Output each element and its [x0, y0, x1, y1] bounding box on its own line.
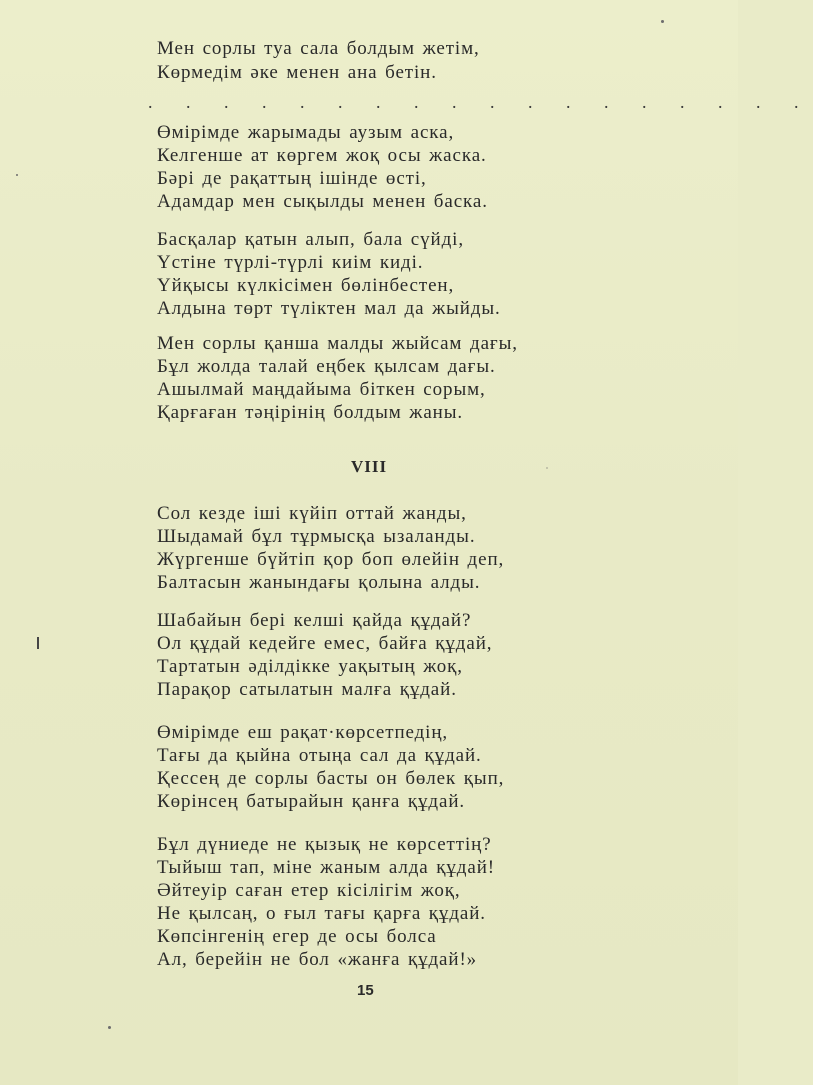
dust-speck [108, 1026, 111, 1029]
dust-speck [661, 20, 664, 23]
section-heading: VIII [351, 457, 388, 476]
verse-line: Ашылмай маңдайыма біткен сорым, [157, 379, 486, 400]
verse-line: Ол құдай кедейге емес, байға құдай, [157, 633, 493, 654]
dust-speck [16, 174, 18, 176]
verse-line: Өмірімде жарымады аузым аска, [157, 122, 455, 143]
verse-line: Ал, берейін не бол «жанға құдай!» [157, 949, 478, 970]
verse-line: Тартатын әділдікке уақытың жоқ, [157, 656, 463, 677]
verse-line: Келгенше ат көргем жоқ осы жаска. [157, 145, 487, 166]
verse-line: Көрмедім әке менен ана бетін. [157, 62, 437, 83]
ellipsis-separator: . . . . . . . . . . . . . . . . . . [148, 92, 813, 112]
verse-line: Не қылсаң, о ғыл тағы қарға құдай. [157, 903, 486, 924]
dust-speck [546, 467, 548, 469]
verse-line: Шыдамай бұл тұрмысқа ызаланды. [157, 526, 476, 547]
verse-line: Адамдар мен сықылды менен баска. [157, 191, 488, 212]
verse-line: Алдына төрт түліктен мал да жыйды. [157, 298, 501, 319]
verse-line: Парақор сатылатын малға құдай. [157, 679, 457, 700]
verse-line: Сол кезде іші күйіп оттай жанды, [157, 503, 467, 524]
page-number: 15 [357, 982, 374, 999]
verse-line: Бұл жолда талай еңбек қылсам дағы. [157, 356, 496, 377]
verse-line: Әйтеуір саған етер кісілігім жоқ, [157, 880, 461, 901]
verse-line: Қессең де сорлы басты он бөлек қып, [157, 768, 505, 789]
verse-line: Балтасын жанындағы қолына алды. [157, 572, 481, 593]
verse-line: Үйқысы күлкісімен бөлінбестен, [157, 275, 455, 296]
verse-line: Көпсінгенің егер де осы болса [157, 926, 437, 947]
verse-line: Өмірімде еш рақат·көрсетпедің, [157, 722, 449, 743]
verse-line: Мен сорлы туа сала болдым жетім, [157, 38, 480, 59]
margin-mark [37, 637, 39, 649]
verse-line: Басқалар қатын алып, бала сүйді, [157, 229, 464, 250]
verse-line: Бұл дүниеде не қызық не көрсеттің? [157, 834, 492, 855]
verse-line: Бәрі де рақаттың ішінде өсті, [157, 168, 427, 189]
verse-line: Мен сорлы қанша малды жыйсам дағы, [157, 333, 518, 354]
verse-line: Тағы да қыйна отыңа сал да құдай. [157, 745, 482, 766]
verse-line: Қарғаған тәңірінің болдым жаны. [157, 402, 464, 423]
verse-line: Шабайын бері келші қайда құдай? [157, 610, 472, 631]
verse-line: Үстіне түрлі-түрлі киім киді. [157, 252, 424, 273]
verse-line: Көрінсең батырайын қанға құдай. [157, 791, 466, 812]
verse-line: Тыйыш тап, міне жаным алда құдай! [157, 857, 496, 878]
verse-line: Жүргенше бүйтіп қор боп өлейін деп, [157, 549, 505, 570]
